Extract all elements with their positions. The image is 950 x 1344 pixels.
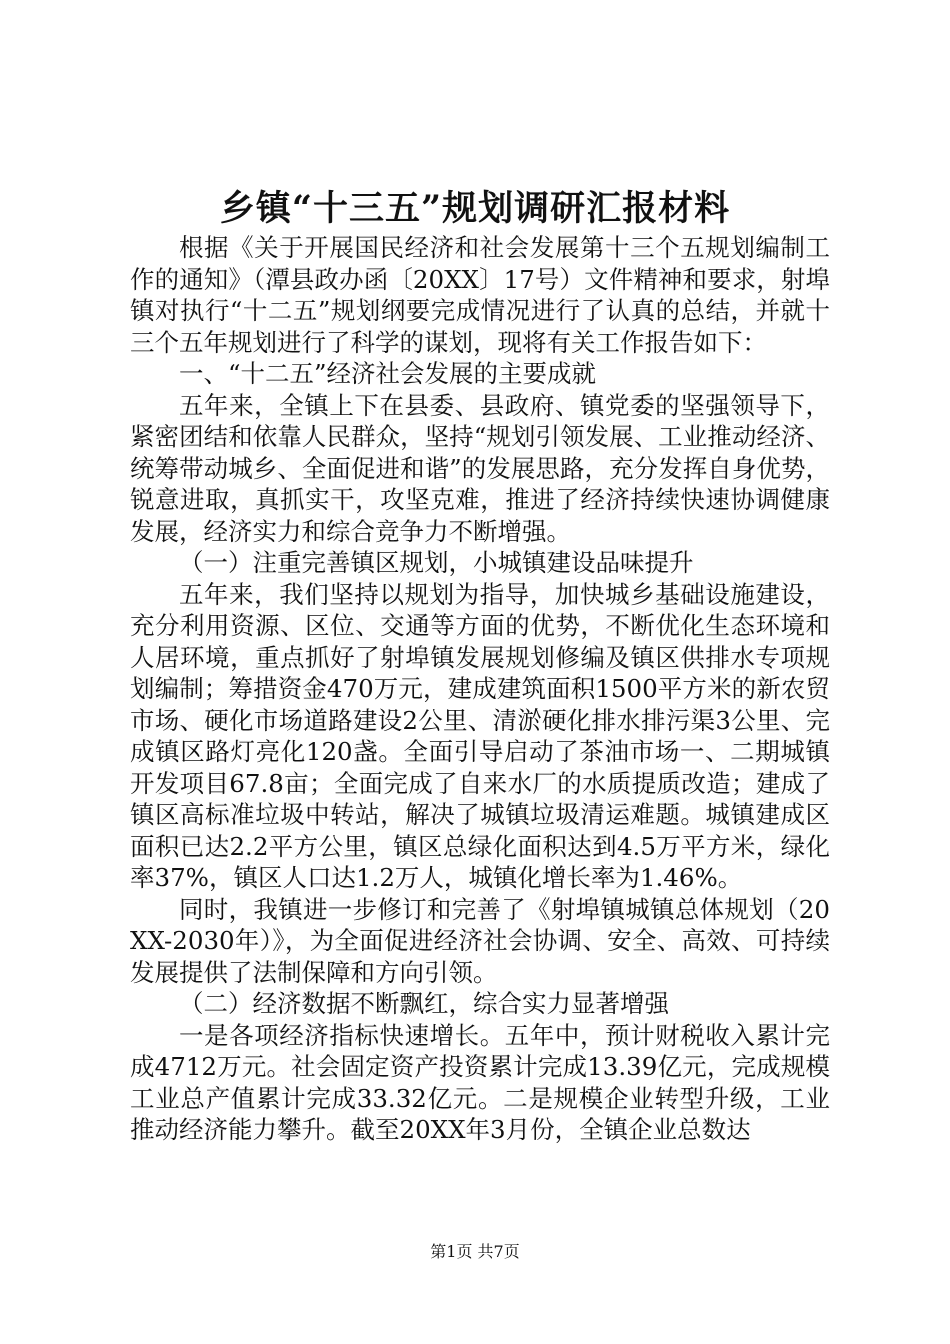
document-body xyxy=(130,232,830,1146)
section-heading-1: 一、“十二五”经济社会发展的主要成就 xyxy=(179,359,597,388)
subsection-heading-1: （一）注重完善镇区规划，小城镇建设品味提升 xyxy=(179,548,694,577)
body-paragraph: 同时，我镇进一步修订和完善了《射埠镇城镇总体规划（20XX-2030年）》，为全面促进经济社会协调、安全、高效、可持续发展提供了法制保障和方向引领。 xyxy=(130,894,830,987)
body-paragraph: 五年来，我们坚持以规划为指导，加快城乡基础设施建设，充分利用资源、区位、交通等方面的优势，不断优化生态环境和人居环境，重点抓好了射埠镇发展规划修编及镇区供排水专项规划编制；筹措资金470万元，建成建筑面积1500平方米的新农贸市场、硬化市场道路建设2公里、清淤硬化排水排污渠3公里、完成镇区路灯亮化120盏。全面引导启动了茶油市场一、二期城镇开发项目67.8亩；全面完成了自来水厂的水质提质改造；建成了镇区高标准垃圾中转站，解决了城镇垃圾清运难题。城镇建成区面积已达2.2平方公里，镇区总绿化面积达到4.5万平方米，绿化率37%，镇区人口达1.2万人，城镇化增长率为1.46%。 xyxy=(130,579,830,892)
body-paragraph: 五年来，全镇上下在县委、县政府、镇党委的坚强领导下，紧密团结和依靠人民群众，坚持“规划引领发展、工业推动经济、统筹带动城乡、全面促进和谐”的发展思路，充分发挥自身优势，锐意进取，真抓实干，攻坚克难，推进了经济持续快速协调健康发展，经济实力和综合竞争力不断增强。 xyxy=(130,390,830,546)
subsection-heading-2: （二）经济数据不断飘红，综合实力显著增强 xyxy=(179,989,669,1018)
page-number-footer: 第1页 共7页 xyxy=(430,1242,520,1261)
document-title: 乡镇“十三五”规划调研汇报材料 xyxy=(219,188,731,229)
body-paragraph: 一是各项经济指标快速增长。五年中，预计财税收入累计完成4712万元。社会固定资产投资累计完成13.39亿元，完成规模工业总产值累计完成33.32亿元。二是规模企业转型升级，工业推动经济能力攀升。截至20XX年3月份，全镇企业总数达 xyxy=(130,1020,830,1144)
intro-paragraph: 根据《关于开展国民经济和社会发展第十三个五规划编制工作的通知》（潭县政办函〔20XX〕17号）文件精神和要求，射埠镇对执行“十二五”规划纲要完成情况进行了认真的总结，并就十三个五年规划进行了科学的谋划，现将有关工作报告如下： xyxy=(130,233,830,357)
